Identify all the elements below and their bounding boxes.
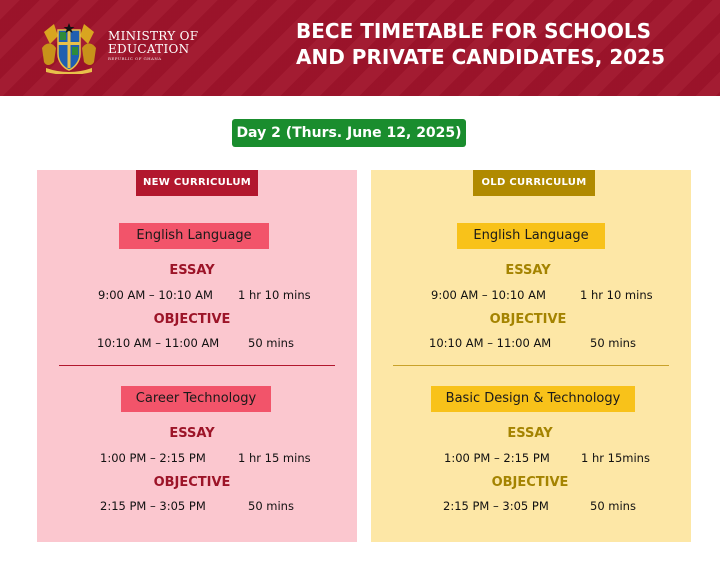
essay-label: ESSAY <box>169 426 215 441</box>
essay-duration: 1 hr 10 mins <box>580 288 653 302</box>
essay-duration: 1 hr 10 mins <box>238 288 311 302</box>
essay-time: 9:00 AM – 10:10 AM <box>431 288 546 302</box>
section-divider <box>59 365 335 366</box>
logo-line-3: REPUBLIC OF GHANA <box>108 56 162 61</box>
objective-duration: 50 mins <box>590 336 636 350</box>
essay-label: ESSAY <box>169 263 215 278</box>
new-curriculum-panel <box>37 170 357 542</box>
objective-duration: 50 mins <box>248 336 294 350</box>
objective-time: 10:10 AM – 11:00 AM <box>429 336 552 350</box>
page-title-line-2: AND PRIVATE CANDIDATES, 2025 <box>296 45 665 69</box>
objective-label: OBJECTIVE <box>153 312 231 327</box>
page-title-line-1: BECE TIMETABLE FOR SCHOOLS <box>296 19 652 43</box>
section-divider <box>393 365 669 366</box>
objective-label: OBJECTIVE <box>491 475 569 490</box>
page-title <box>296 18 686 70</box>
coat-of-arms-icon <box>40 22 98 74</box>
objective-label: OBJECTIVE <box>489 312 567 327</box>
subject-basic-design-technology: Basic Design & Technology <box>431 386 635 412</box>
essay-time: 1:00 PM – 2:15 PM <box>100 451 206 465</box>
essay-label: ESSAY <box>507 426 553 441</box>
essay-label: ESSAY <box>505 263 551 278</box>
header-banner <box>0 0 720 96</box>
objective-time: 10:10 AM – 11:00 AM <box>97 336 220 350</box>
old-curriculum-tag: OLD CURRICULUM <box>473 170 595 196</box>
objective-label: OBJECTIVE <box>153 475 231 490</box>
logo-line-2: EDUCATION <box>108 42 190 56</box>
objective-duration: 50 mins <box>590 499 636 513</box>
essay-duration: 1 hr 15mins <box>581 451 650 465</box>
objective-duration: 50 mins <box>248 499 294 513</box>
logo-line-1: MINISTRY OF <box>108 29 199 43</box>
ministry-logo-text <box>108 30 198 62</box>
essay-time: 9:00 AM – 10:10 AM <box>98 288 213 302</box>
subject-career-technology: Career Technology <box>121 386 271 412</box>
objective-time: 2:15 PM – 3:05 PM <box>100 499 206 513</box>
old-curriculum-panel <box>371 170 691 542</box>
essay-time: 1:00 PM – 2:15 PM <box>444 451 550 465</box>
subject-english-language: English Language <box>457 223 605 249</box>
objective-time: 2:15 PM – 3:05 PM <box>443 499 549 513</box>
essay-duration: 1 hr 15 mins <box>238 451 311 465</box>
day-badge: Day 2 (Thurs. June 12, 2025) <box>232 119 466 147</box>
subject-english-language: English Language <box>119 223 269 249</box>
new-curriculum-tag: NEW CURRICULUM <box>136 170 258 196</box>
